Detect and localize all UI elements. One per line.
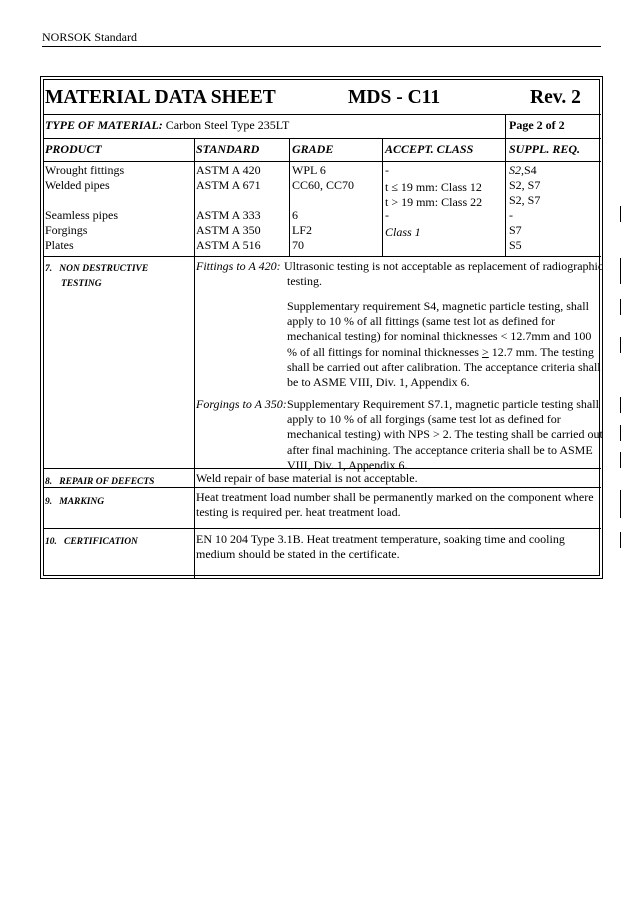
cell-standard: ASTM A 420 (196, 163, 261, 177)
cell-accept-class-2: t > 19 mm: Class 22 (385, 195, 483, 209)
cell-standard: ASTM A 516 (196, 238, 261, 252)
ndt-s4-text: Supplementary requirement S4, magnetic particle testing, shall apply to 10 % of all fittings (same test lot as defined for mechanical testing) for nominal thicknesses < 12.7mm and 100 % of all fittings for nominal thicknesses (287, 299, 592, 359)
section-certification-label (45, 535, 138, 550)
cell-product: Wrought fittings (45, 163, 125, 177)
revision-change-bar (620, 490, 621, 518)
ndt-fittings-label: Fittings to A 420: (196, 259, 281, 273)
cell-grade: WPL 6 (292, 163, 326, 177)
ndt-s4-paragraph (287, 299, 603, 390)
col-header-suppl-req: SUPPL. REQ. (509, 142, 581, 156)
cell-product: Seamless pipes (45, 208, 118, 222)
section-label-line1: NON DESTRUCTIVE (59, 264, 149, 274)
suppl-req-s4: ,S4 (521, 163, 537, 177)
revision-change-bar (620, 299, 621, 315)
suppl-req-s2: S2 (509, 163, 521, 177)
certification-text: EN 10 204 Type 3.1B. Heat treatment temperature, soaking time and cooling medium should be stated in the certificate. (196, 532, 565, 562)
section-number: 8. (45, 477, 53, 487)
rule-title (43, 114, 601, 115)
rule-section-7 (43, 468, 601, 469)
ndt-forgings-label: Forgings to A 350: (196, 397, 287, 411)
cell-suppl-req (509, 163, 537, 178)
ndt-forgings-paragraph (287, 397, 603, 473)
sheet-title: MATERIAL DATA SHEET (45, 87, 276, 108)
cell-standard: ASTM A 350 (196, 223, 261, 237)
ndt-fittings-line1: Ultrasonic testing is not acceptable as replacement of radiographic (284, 259, 604, 273)
col-divider-4 (505, 138, 506, 256)
section-number: 10. (45, 537, 57, 547)
sheet-revision: Rev. 2 (530, 87, 581, 108)
rule-section-9 (43, 528, 601, 529)
section-number: 7. (45, 264, 53, 274)
cell-product: Forgings (45, 223, 88, 237)
section-number: 9. (45, 497, 53, 507)
rule-type (43, 138, 601, 139)
section-label-divider (194, 256, 195, 578)
ndt-s4-ge-symbol: > (481, 344, 489, 359)
col-header-standard: STANDARD (196, 142, 260, 156)
revision-change-bar (620, 532, 621, 548)
material-type-value: Carbon Steel Type 235LT (165, 118, 290, 132)
section-label: REPAIR OF DEFECTS (59, 477, 155, 487)
section-ndt-label-2: TESTING (61, 279, 102, 289)
rule-columns (43, 161, 601, 162)
revision-change-bar (620, 397, 621, 413)
sheet-code: MDS - C11 (348, 87, 441, 108)
cell-suppl-req: S2, S7 (509, 178, 541, 192)
cell-accept-class: Class 1 (385, 225, 421, 239)
cell-suppl-req: - (509, 208, 513, 222)
col-header-product: PRODUCT (45, 142, 102, 156)
ndt-forgings-text: Supplementary Requirement S7.1, magnetic particle testing shall apply to 10 % of all forgings (same test lot as defined for mechanical testing) with NPS > 2. The testing shall be carried out after final machining. The acceptance criteria shall be to ASME VIII, Div. 1, Appendix 6. (287, 397, 603, 472)
revision-change-bar (620, 452, 621, 468)
marking-text: Heat treatment load number shall be permanently marked on the component where testing is required per. heat treatment load. (196, 490, 594, 520)
material-type-label: TYPE OF MATERIAL: (45, 118, 163, 132)
cell-accept-class: t ≤ 19 mm: Class 12 (385, 180, 482, 194)
cell-product: Welded pipes (45, 178, 110, 192)
cell-grade: CC60, CC70 (292, 178, 355, 192)
section-ndt-label (45, 262, 148, 277)
section-label: CERTIFICATION (64, 537, 138, 547)
material-type-row (45, 118, 289, 133)
col-header-grade: GRADE (292, 142, 334, 156)
page-indicator: Page 2 of 2 (509, 118, 565, 132)
ndt-fittings-line2: testing. (287, 274, 322, 288)
document-header: NORSOK Standard (42, 30, 137, 44)
cell-standard: ASTM A 671 (196, 178, 261, 192)
revision-change-bar (620, 425, 621, 441)
ndt-s4-text-cont: 12.7 mm. The testing shall be carried out after calibration. The acceptance criteria shall be to ASME VIII, Div. 1, Appendix 6. (287, 344, 601, 390)
col-divider-3 (382, 138, 383, 256)
revision-change-bar (620, 337, 621, 353)
cell-product: Plates (45, 238, 74, 252)
section-marking-label (45, 495, 104, 510)
cell-grade: LF2 (292, 223, 313, 237)
cell-suppl-req-2: S2, S7 (509, 193, 541, 207)
cell-suppl-req: S7 (509, 223, 522, 237)
col-divider-1 (194, 138, 195, 256)
cell-suppl-req: S5 (509, 238, 522, 252)
cell-accept-class: - (385, 163, 389, 177)
revision-change-bar (620, 258, 621, 284)
cell-grade: 70 (292, 238, 304, 252)
repair-text: Weld repair of base material is not acceptable. (196, 471, 418, 485)
header-rule (42, 46, 601, 47)
cell-accept-class: - (385, 208, 389, 222)
rule-section-8 (43, 487, 601, 488)
revision-change-bar (620, 206, 621, 222)
section-label: MARKING (59, 497, 105, 507)
cell-grade: 6 (292, 208, 298, 222)
col-divider-2 (289, 138, 290, 256)
rule-type-divider (505, 114, 506, 138)
col-header-accept-class: ACCEPT. CLASS (385, 142, 474, 156)
rule-table-bottom (43, 256, 601, 257)
cell-standard: ASTM A 333 (196, 208, 261, 222)
